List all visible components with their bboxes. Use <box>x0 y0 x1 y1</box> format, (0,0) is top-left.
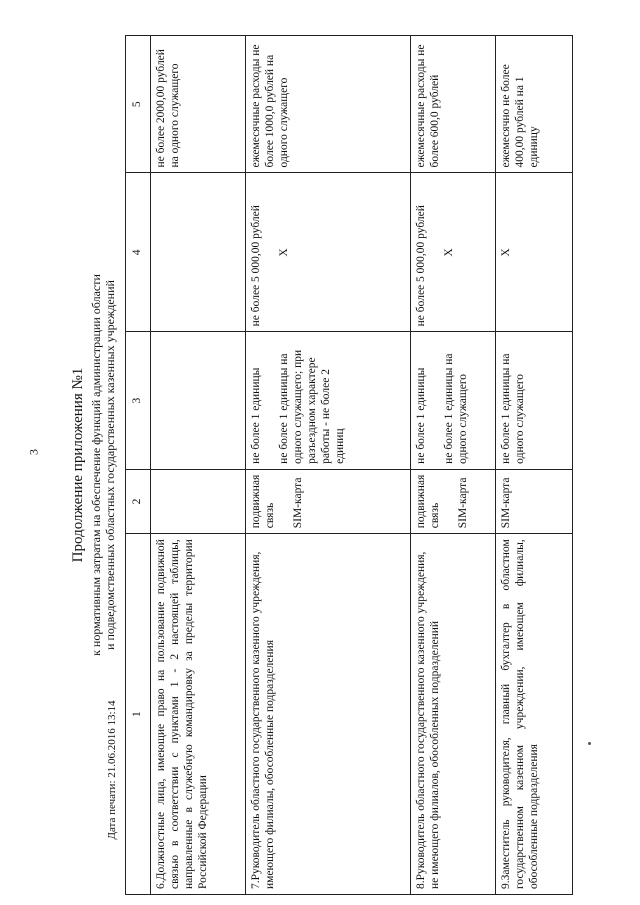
position-cell: 8.Руководитель областного государственного казенного учреждения, не имеющего филиалов, обособленных подразделений <box>411 534 496 895</box>
price-value: не более 5 000,00 рублей <box>415 205 427 327</box>
column-header: 5 <box>126 36 151 173</box>
service-cell <box>151 469 246 533</box>
price-cell <box>151 173 246 332</box>
heading-line-2: и подведомственных областных государственных казенных учреждений <box>103 280 117 650</box>
column-header: 1 <box>126 534 151 895</box>
scan-speck <box>588 742 591 745</box>
expense-cell: ежемесячные расходы не более 1000,0 рублей на одного служащего <box>246 36 411 173</box>
not-applicable-mark: X <box>278 248 290 257</box>
expense-cell: ежемесячные расходы не более 600,0 рублей <box>411 36 496 173</box>
heading-line-1: к нормативным затратам на обеспечение функций администрации области <box>89 274 103 656</box>
quantity-cell <box>246 332 411 469</box>
price-cell <box>246 173 411 332</box>
position-cell: 9.Заместитель руководителя, главный бухгалтер в областном государственном казенном учреждении, имеющем филиалы, обособленные подразделения <box>496 534 573 895</box>
table-row <box>151 36 246 895</box>
costs-table <box>125 35 573 895</box>
quantity-cell <box>151 332 246 469</box>
position-cell: 7.Руководитель областного государственного казенного учреждения, имеющего филиалы, обособленные подразделения <box>246 534 411 895</box>
service-type: SIM-карта <box>457 477 469 529</box>
service-type: SIM-карта <box>292 477 304 529</box>
column-header: 2 <box>126 469 151 533</box>
column-header: 4 <box>126 173 151 332</box>
page-number: 3 <box>26 449 41 455</box>
service-type: подвижная связь <box>250 474 276 529</box>
quantity-value: не более 1 единицы на одного служащего; при разъездном характере работы - не более 2 единиц <box>278 349 346 464</box>
table-header-row <box>126 36 151 895</box>
position-cell: 6.Должностные лица, имеющие право на пользование подвижной связью в соответствии с пунктами 1 - 2 настоящей таблицы, направленные в служебную командировку за пределы территории Российской Федерации <box>151 534 246 895</box>
price-value: не более 5 000,00 рублей <box>250 205 262 327</box>
heading-title: Продолжение приложения №1 <box>70 367 86 563</box>
rotated-content <box>70 35 570 895</box>
print-date: Дата печати: 21.06.2016 13:14 <box>106 700 118 840</box>
quantity-value: не более 1 единицы <box>250 367 262 464</box>
table-row <box>411 36 496 895</box>
service-cell: SIM-карта <box>496 469 573 533</box>
expense-cell: ежемесячно не более 400,00 рублей на 1 единицу <box>496 36 573 173</box>
service-cell <box>411 469 496 533</box>
not-applicable-mark: X <box>443 248 455 257</box>
quantity-value: не более 1 единицы <box>415 367 427 464</box>
quantity-value: не более 1 единицы на одного служащего <box>443 353 469 464</box>
table-row <box>246 36 411 895</box>
column-header: 3 <box>126 332 151 469</box>
quantity-cell: не более 1 единицы на одного служащего <box>496 332 573 469</box>
service-cell <box>246 469 411 533</box>
price-cell <box>411 173 496 332</box>
expense-cell: не более 2000,00 рублей на одного служащего <box>151 36 246 173</box>
price-cell: X <box>496 173 573 332</box>
service-type: подвижная связь <box>415 474 441 529</box>
table-row <box>496 36 573 895</box>
quantity-cell <box>411 332 496 469</box>
